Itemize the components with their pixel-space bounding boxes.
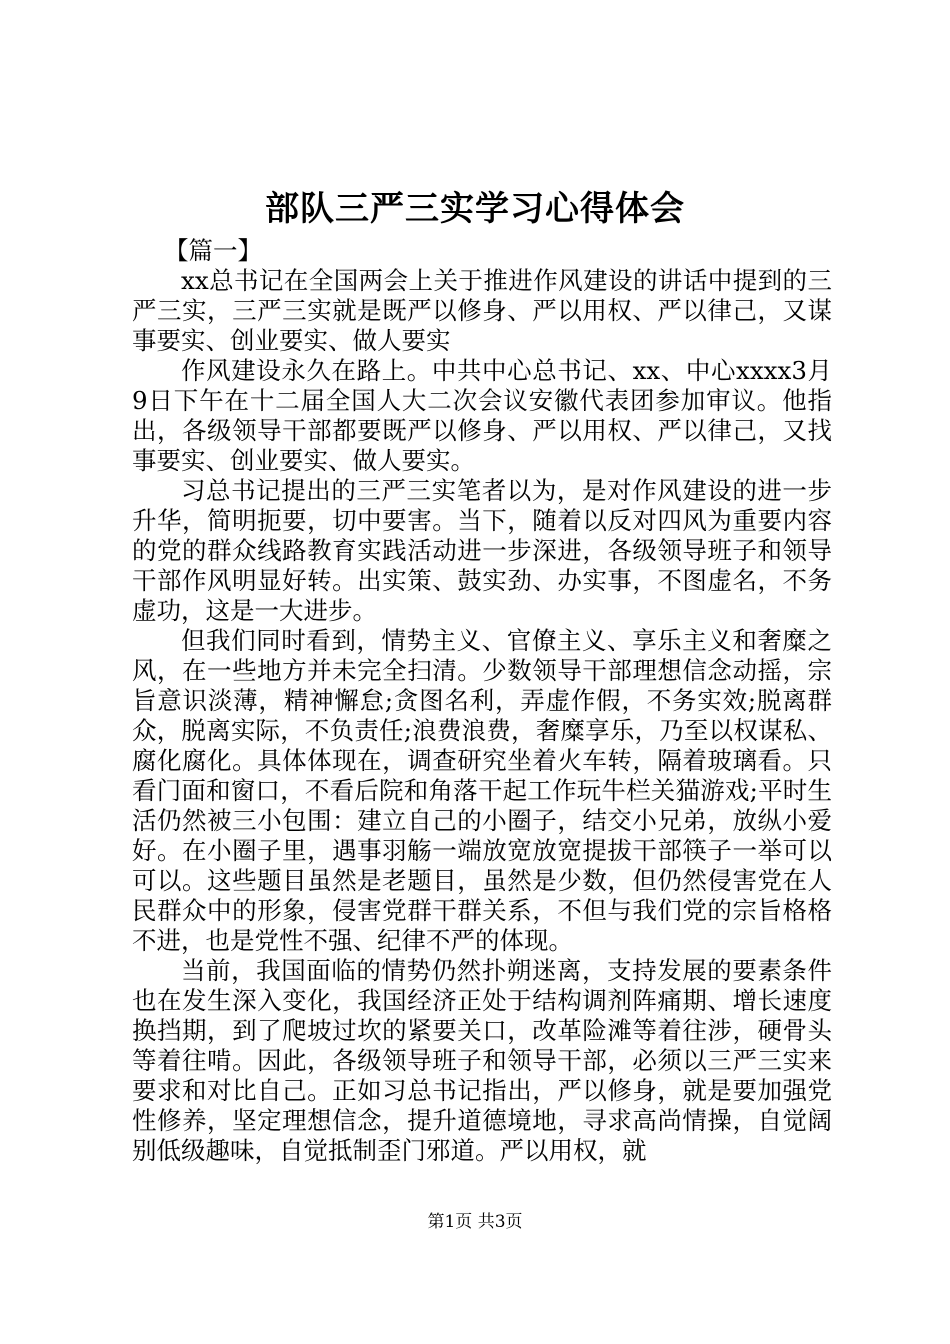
paragraph: 但我们同时看到，情势主义、官僚主义、享乐主义和奢糜之风，在一些地方并未完全扫清。少数领导干部理想信念动摇，宗旨意识淡薄，精神懈怠;贪图名利，弄虚作假，不务实效;脱离群众，脱离实际，不负责任;浪费浪费，奢糜享乐，乃至以权谋私、腐化腐化。具体体现在，调查研究坐着火车转，隔着玻璃看。只看门面和窗口，不看后院和角落干起工作玩牛栏关猫游戏;平时生活仍然被三小包围：建立自己的小圈子，结交小兄弟，放纵小爱好。在小圈子里，遇事羽觞一端放宽放宽提拔干部筷子一举可以可以。这些题目虽然是老题目，虽然是少数，但仍然侵害党在人民群众中的形象，侵害党群干群关系，不但与我们党的宗旨格格不进，也是党性不强、纪律不严的体现。 xyxy=(132,626,832,955)
paragraph: 作风建设永久在路上。中共中心总书记、xx、中心xxxx3月9日下午在十二届全国人大二次会议安徽代表团参加审议。他指出，各级领导干部都要既严以修身、严以用权、严以律己，又找事要实、创业要实、做人要实。 xyxy=(132,356,832,475)
document-title: 部队三严三实学习心得体会 xyxy=(265,189,685,229)
paragraph: 当前，我国面临的情势仍然扑朔迷离，支持发展的要素条件也在发生深入变化，我国经济正处于结构调剂阵痛期、增长速度换挡期，到了爬坡过坎的紧要关口，改革险滩等着往涉，硬骨头等着往啃。因此，各级领导班子和领导干部，必须以三严三实来要求和对比自己。正如习总书记指出，严以修身，就是要加强党性修养，坚定理想信念，提升道德境地，寻求高尚情操，自觉阔别低级趣味，自觉抵制歪门邪道。严以用权，就 xyxy=(132,956,832,1165)
document-body xyxy=(132,236,832,1166)
paragraph: 习总书记提出的三严三实笔者以为，是对作风建设的进一步升华，简明扼要，切中要害。当下，随着以反对四风为重要内容的党的群众线路教育实践活动进一步深进，各级领导班子和领导干部作风明显好转。出实策、鼓实劲、办实事，不图虚名，不务虚功，这是一大进步。 xyxy=(132,476,832,625)
paragraph: xx总书记在全国两会上关于推进作风建设的讲话中提到的三严三实，三严三实就是既严以修身、严以用权、严以律己，又谋事要实、创业要实、做人要实 xyxy=(132,266,832,355)
page-footer: 第1页 共3页 xyxy=(427,1212,523,1232)
section-label: 【篇一】 xyxy=(164,236,262,265)
